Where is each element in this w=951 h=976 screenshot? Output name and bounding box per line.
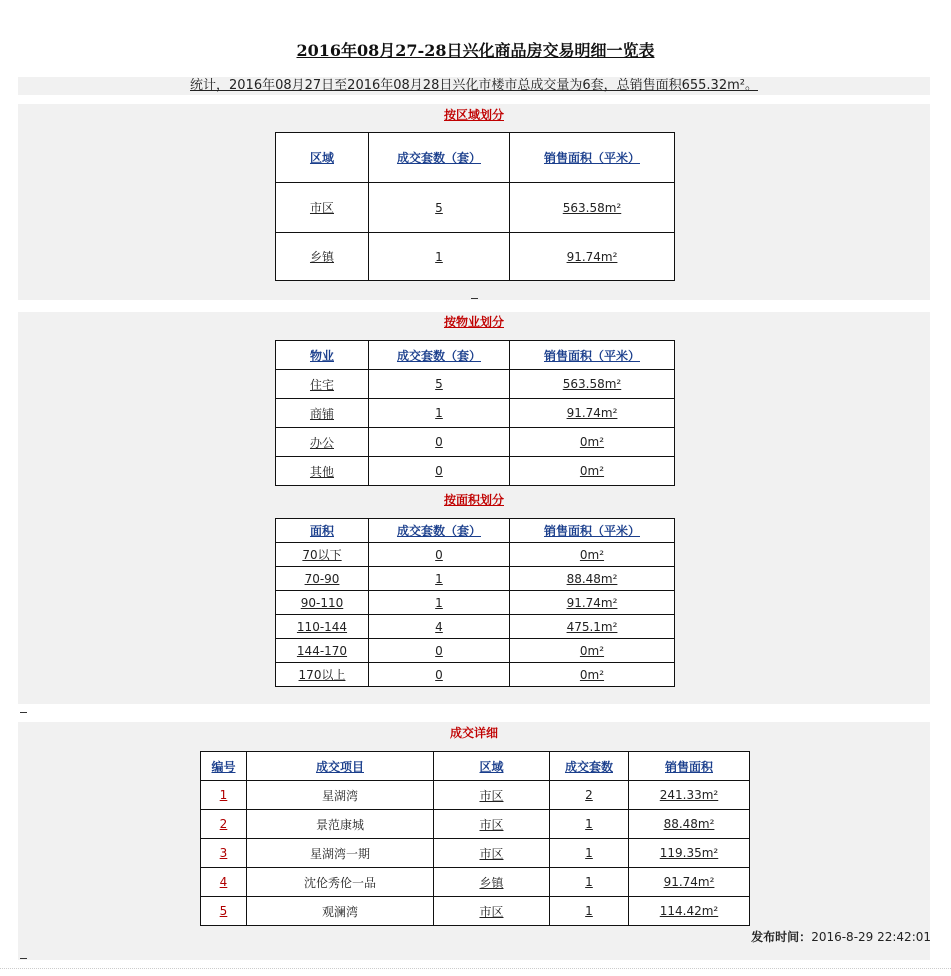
table-cell[interactable]: 0m² [510, 543, 675, 567]
table-cell[interactable]: 0m² [510, 639, 675, 663]
table-cell[interactable]: 91.74m² [510, 233, 675, 281]
table-cell[interactable]: 市区 [434, 781, 550, 810]
details-panel [18, 722, 930, 960]
publish-time-value: 2016-8-29 22:42:01 [811, 930, 931, 944]
header-cell[interactable]: 成交套数（套） [369, 133, 510, 183]
table-cell: 观澜湾 [247, 897, 434, 926]
area-section-title: 按面积划分 [443, 493, 504, 507]
header-cell[interactable]: 销售面积（平米） [510, 341, 675, 370]
table-cell: 沈伦秀伦一品 [247, 868, 434, 897]
table-cell[interactable]: 4 [369, 615, 510, 639]
table-cell: 星湖湾 [247, 781, 434, 810]
table-cell[interactable]: 70以下 [276, 543, 369, 567]
publish-time [751, 928, 931, 945]
property-panel [18, 312, 930, 704]
table-cell[interactable]: 144-170 [276, 639, 369, 663]
details-section-title: 成交详细 [449, 726, 498, 740]
table-cell[interactable]: 1 [369, 399, 510, 428]
table-cell[interactable]: 住宅 [276, 370, 369, 399]
table-row [276, 399, 675, 428]
table-row [276, 428, 675, 457]
table-row [201, 781, 750, 810]
header-cell[interactable]: 区域 [434, 752, 550, 781]
table-cell[interactable]: 170以上 [276, 663, 369, 687]
table-cell[interactable]: 0m² [510, 457, 675, 486]
table-cell[interactable]: 119.35m² [629, 839, 750, 868]
publish-time-label: 发布时间： [751, 930, 812, 944]
table-cell[interactable]: 5 [369, 370, 510, 399]
table-cell: 景范康城 [247, 810, 434, 839]
region-section-title: 按区域划分 [443, 108, 504, 122]
header-cell[interactable]: 成交套数（套） [369, 341, 510, 370]
table-cell[interactable]: 563.58m² [510, 370, 675, 399]
table-row [276, 591, 675, 615]
header-cell[interactable]: 成交套数 [550, 752, 629, 781]
header-cell[interactable]: 区域 [276, 133, 369, 183]
table-cell[interactable]: 91.74m² [510, 591, 675, 615]
table-row [276, 663, 675, 687]
table-row [201, 810, 750, 839]
table-row [276, 183, 675, 233]
table-row [276, 615, 675, 639]
table-cell[interactable]: 商铺 [276, 399, 369, 428]
table-cell[interactable]: 0m² [510, 663, 675, 687]
page-title: 2016年08月27-28日兴化商品房交易明细一览表 [296, 41, 655, 60]
table-header-row [276, 341, 675, 370]
table-row [201, 897, 750, 926]
table-cell[interactable]: 1 [369, 233, 510, 281]
header-cell[interactable]: 面积 [276, 519, 369, 543]
divider [20, 712, 27, 713]
table-cell[interactable]: 241.33m² [629, 781, 750, 810]
table-cell[interactable]: 475.1m² [510, 615, 675, 639]
header-cell[interactable]: 销售面积 [629, 752, 750, 781]
table-row [201, 839, 750, 868]
table-cell[interactable]: 0 [369, 428, 510, 457]
table-cell[interactable]: 1 [550, 868, 629, 897]
table-cell[interactable]: 乡镇 [276, 233, 369, 281]
header-cell[interactable]: 成交套数（套） [369, 519, 510, 543]
header-cell[interactable]: 成交项目 [247, 752, 434, 781]
table-header-row [201, 752, 750, 781]
table-cell[interactable]: 0m² [510, 428, 675, 457]
table-row [276, 543, 675, 567]
table-cell[interactable]: 88.48m² [510, 567, 675, 591]
table-cell[interactable]: 1 [550, 839, 629, 868]
table-row [276, 567, 675, 591]
table-cell[interactable]: 0 [369, 663, 510, 687]
table-row [276, 457, 675, 486]
table-row [276, 639, 675, 663]
table-cell[interactable]: 0 [369, 639, 510, 663]
table-cell[interactable]: 1 [550, 897, 629, 926]
table-cell[interactable]: 91.74m² [629, 868, 750, 897]
header-cell[interactable]: 销售面积（平米） [510, 519, 675, 543]
row-number-link[interactable]: 1 [201, 781, 247, 810]
table-cell[interactable]: 市区 [434, 897, 550, 926]
region-panel [18, 104, 930, 300]
details-table [200, 751, 750, 926]
table-cell[interactable]: 90-110 [276, 591, 369, 615]
table-cell[interactable]: 市区 [434, 839, 550, 868]
property-table [275, 340, 675, 486]
table-row [276, 233, 675, 281]
header-cell[interactable]: 编号 [201, 752, 247, 781]
row-number-link[interactable]: 5 [201, 897, 247, 926]
table-cell[interactable]: 其他 [276, 457, 369, 486]
table-cell[interactable]: 563.58m² [510, 183, 675, 233]
header-cell[interactable]: 销售面积（平米） [510, 133, 675, 183]
table-cell[interactable]: 5 [369, 183, 510, 233]
table-cell[interactable]: 市区 [276, 183, 369, 233]
row-number-link[interactable]: 4 [201, 868, 247, 897]
summary-text: 统计，2016年08月27日至2016年08月28日兴化市楼市总成交量为6套，总销售面积655.32m²。 [18, 77, 930, 95]
table-cell[interactable]: 91.74m² [510, 399, 675, 428]
table-cell[interactable]: 0 [369, 543, 510, 567]
table-cell[interactable]: 市区 [434, 810, 550, 839]
table-cell[interactable]: 110-144 [276, 615, 369, 639]
table-cell: 星湖湾一期 [247, 839, 434, 868]
table-row [276, 370, 675, 399]
row-number-link[interactable]: 3 [201, 839, 247, 868]
table-cell[interactable]: 0 [369, 457, 510, 486]
table-cell[interactable]: 114.42m² [629, 897, 750, 926]
row-number-link[interactable]: 2 [201, 810, 247, 839]
table-row [201, 868, 750, 897]
table-cell[interactable]: 办公 [276, 428, 369, 457]
table-cell[interactable]: 1 [369, 591, 510, 615]
header-cell[interactable]: 物业 [276, 341, 369, 370]
table-header-row [276, 519, 675, 543]
table-cell[interactable]: 2 [550, 781, 629, 810]
region-table [275, 132, 675, 281]
table-cell[interactable]: 1 [369, 567, 510, 591]
table-cell[interactable]: 乡镇 [434, 868, 550, 897]
table-header-row [276, 133, 675, 183]
divider [471, 298, 478, 299]
property-section-title: 按物业划分 [443, 315, 504, 329]
area-table [275, 518, 675, 687]
divider [20, 958, 27, 959]
table-cell[interactable]: 70-90 [276, 567, 369, 591]
table-cell[interactable]: 1 [550, 810, 629, 839]
bottom-rule [0, 968, 951, 969]
table-cell[interactable]: 88.48m² [629, 810, 750, 839]
